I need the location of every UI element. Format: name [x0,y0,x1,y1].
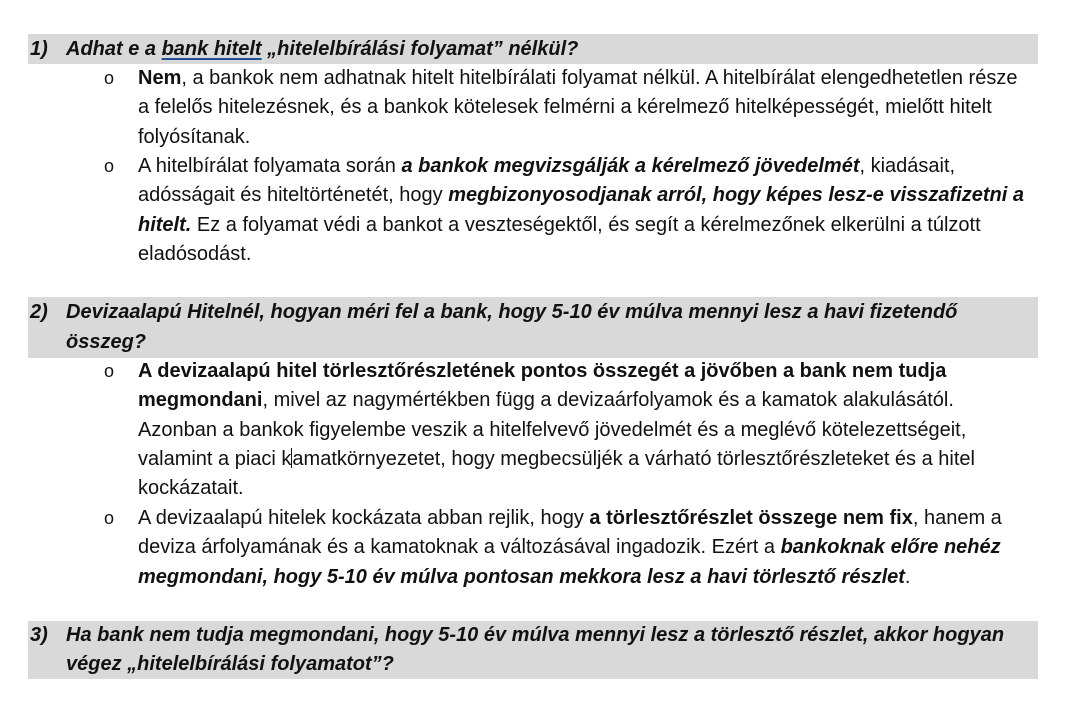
question-3-heading [28,621,1038,679]
bullet-circle-icon: o [104,361,115,381]
list-item [104,64,1044,152]
question-1-heading [28,34,1038,64]
question-2-text: Devizaalapú Hitelnél, hogyan méri fel a bank, hogy 5-10 év múlva mennyi lesz a havi fizetendő összeg? [66,301,958,353]
question-3-text: Ha bank nem tudja megmondani, hogy 5-10 év múlva mennyi lesz a törlesztő részlet, akkor hogyan végez „hitelelbírálási folyamatot”? [66,624,1005,675]
list-item [104,504,1044,592]
question-2-number: 2) [30,301,48,323]
bank-hitelt-underlined: bank hitelt [161,38,262,60]
answer-text: A devizaalapú hitelek kockázata abban rejlik, hogy a törlesztőrészlet összege nem fix, hanem a deviza árfolyamának és a kamatoknak a változásával ingadozik. Ezért a bankoknak előre nehéz megmondani, hogy 5-10 év múlva pontosan mekkora lesz a havi törlesztő részlet. [138,507,1002,588]
question-1-text: Adhat e a bank hitelt „hitelelbírálási folyamat” nélkül? [66,38,579,60]
bullet-circle-icon: o [104,156,115,176]
bullet-circle-icon: o [104,508,115,528]
list-item [104,357,1044,503]
question-2-heading [28,297,1038,358]
question-1-number: 1) [30,38,48,60]
list-item [104,152,1044,269]
question-3-number: 3) [30,624,48,646]
answer-text: A hitelbírálat folyamata során a bankok megvizsgálják a kérelmező jövedelmét, kiadásait, adósságait és hiteltörténetét, hogy megbizonyosodjanak arról, hogy képes lesz-e visszafizetni a hitelt. Ez a folyamat védi a bankot a veszteségektől, és segít a kérelmezőnek elkerülni a túlzott eladósodást. [138,155,1024,265]
answer-text: A devizaalapú hitel törlesztőrészletének pontos összegét a jövőben a bank nem tudja megmondani, mivel az nagymértékben függ a devizaárfolyamok és a kamatok alakulásától. Azonban a bankok figyelembe veszik a hitelfelvevő jövedelmét és a meglévő kötelezettségeit, valamint a piaci kamatkörnyezetet, hogy megbecsüljék a várható törlesztőrészleteket és a hitel kockázatait. [138,360,975,500]
bullet-circle-icon: o [104,68,115,88]
answer-text: Nem, a bankok nem adhatnak hitelt hitelbírálati folyamat nélkül. A hitelbírálat elengedhetetlen része a felelős hitelezésnek, és a bankok kötelesek felmérni a kérelmező hitelképességét, mielőtt hitelt folyósítanak. [138,67,1018,148]
